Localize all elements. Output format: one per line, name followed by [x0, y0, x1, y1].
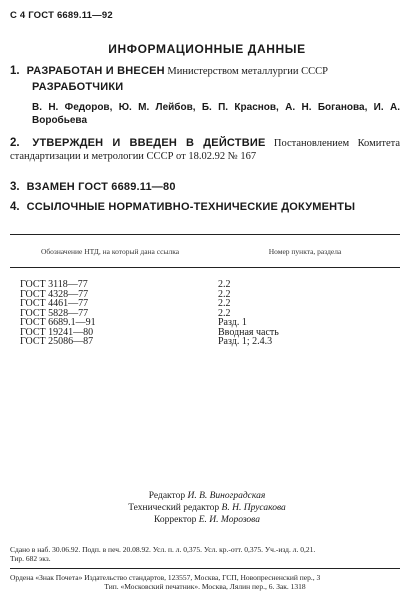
table-body — [10, 268, 400, 347]
table-cell-ref: 2.2 — [218, 307, 231, 319]
editors-block — [0, 490, 414, 526]
section-1 — [10, 64, 400, 79]
developers-heading: РАЗРАБОТЧИКИ — [32, 81, 124, 93]
table-cell-doc: ГОСТ 19241—80 — [20, 326, 94, 338]
section-4 — [10, 200, 400, 215]
section-1-number: 1. — [10, 65, 20, 77]
table-cell-doc: ГОСТ 3118—77 — [20, 279, 88, 290]
imprint-print-data: Сдано в наб. 30.06.92. Подп. в печ. 20.08.92. Усл. п. л. 0,375. Усл. кр.-отт. 0,375. Уч.-изд. л. 0,21. — [10, 545, 316, 554]
section-2 — [10, 137, 400, 163]
table-header — [10, 235, 400, 267]
table-row — [10, 337, 400, 347]
table-cell-ref: Разд. 1 — [218, 317, 247, 328]
editor-line — [0, 490, 414, 502]
imprint-publisher: Ордена «Знак Почета» Издательство стандартов, 123557, Москва, ГСП, Новопресненский пер., 3 — [10, 573, 321, 582]
reference-table — [10, 234, 400, 347]
proofreader-line — [0, 514, 414, 526]
table-header-col1: Обозначение НТД, на который дана ссылка — [40, 246, 180, 256]
table-cell-doc: ГОСТ 4461—77 — [20, 298, 89, 309]
section-3 — [10, 180, 400, 195]
table-cell-ref: Разд. 1; 2.4.3 — [218, 336, 273, 347]
section-1-heading: РАЗРАБОТАН И ВНЕСЕН — [26, 65, 165, 77]
section-2-heading: УТВЕРЖДЕН И ВВЕДЕН В ДЕЙСТВИЕ — [32, 137, 266, 149]
imprint-circulation: Тир. 682 экз. — [10, 554, 51, 563]
section-3-heading: ВЗАМЕН ГОСТ 6689.11—80 — [26, 181, 176, 193]
table-cell-ref: Вводная часть — [218, 326, 279, 338]
table-cell-ref: 2.2 — [218, 279, 231, 290]
table-cell-doc: ГОСТ 4328—77 — [20, 288, 89, 300]
section-1-developers — [10, 80, 400, 95]
proofreader-name: Е. И. Морозова — [198, 515, 260, 525]
editor-name: И. В. Виноградская — [187, 491, 266, 501]
tech-editor-line — [0, 502, 414, 514]
proofreader-label: Корректор — [154, 515, 197, 525]
imprint-printer: Тип. «Московский печатник». Москва, Лялин пер., 6. Зак. 1318 — [104, 582, 306, 591]
section-3-number: 3. — [10, 181, 20, 193]
tech-editor-label: Технический редактор — [128, 503, 220, 513]
section-1-text: Министерством металлургии СССР — [167, 66, 329, 77]
page-header: С 4 ГОСТ 6689.11—92 — [10, 10, 113, 21]
section-4-number: 4. — [10, 201, 20, 213]
page-title: ИНФОРМАЦИОННЫЕ ДАННЫЕ — [108, 42, 306, 56]
section-4-heading: ССЫЛОЧНЫЕ НОРМАТИВНО-ТЕХНИЧЕСКИЕ ДОКУМЕНТЫ — [26, 201, 356, 213]
table-cell-ref: 2.2 — [218, 298, 231, 309]
table-cell-ref: 2.2 — [218, 288, 231, 300]
section-2-text: Постановлением Комитета стандартизации и метрологии СССР от 18.02.92 № 167 — [10, 138, 400, 162]
tech-editor-name: В. Н. Прусакова — [221, 503, 286, 513]
table-cell-doc: ГОСТ 25086—87 — [20, 336, 94, 347]
imprint-block — [10, 545, 400, 591]
editor-label: Редактор — [148, 491, 186, 501]
section-2-number: 2. — [10, 137, 20, 149]
table-header-col2: Номер пункта, раздела — [268, 246, 342, 256]
imprint-rule — [10, 568, 400, 569]
table-cell-doc: ГОСТ 6689.1—91 — [20, 317, 96, 328]
table-cell-doc: ГОСТ 5828—77 — [20, 307, 89, 319]
developers-names: В. Н. Федоров, Ю. М. Лейбов, Б. П. Краснов, А. Н. Боганова, И. А. Воробьева — [32, 102, 400, 126]
